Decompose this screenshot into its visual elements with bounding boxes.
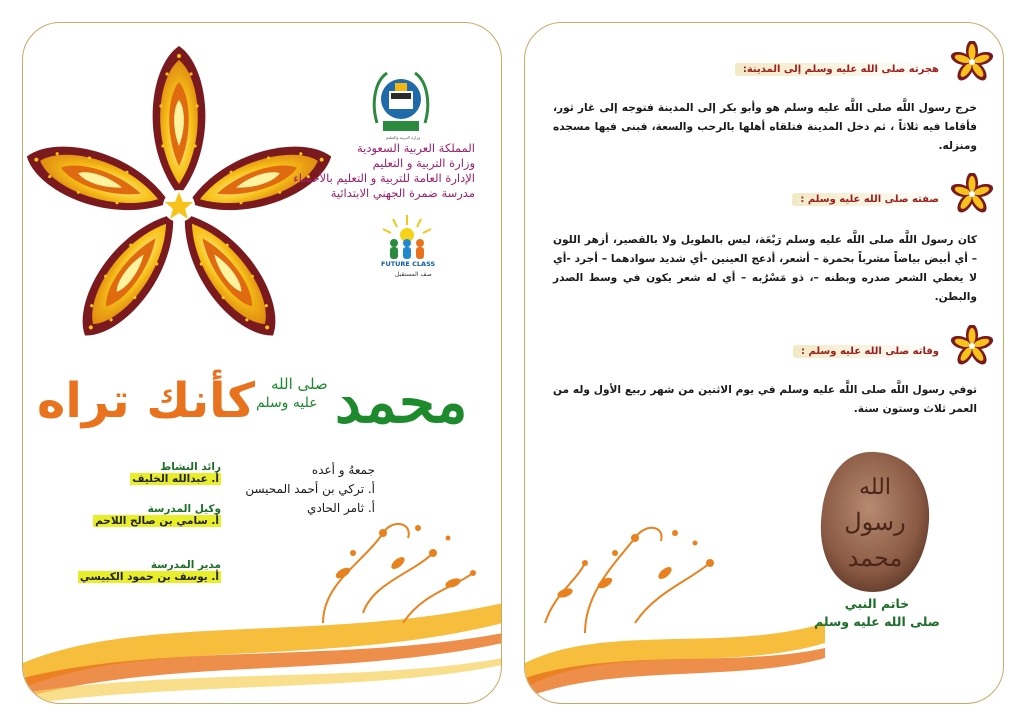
- seal-caption-line1: خاتم النبي: [844, 596, 910, 611]
- country-line: المملكة العربية السعودية: [357, 141, 475, 155]
- content-panel: [524, 22, 1004, 704]
- school-line: مدرسة ضمرة الجهني الابتدائية: [330, 186, 475, 200]
- seal-word-allah: الله: [859, 475, 891, 500]
- staff-name: أ. سامي بن صالح اللاحم: [95, 515, 219, 527]
- ministry-header: [255, 141, 475, 201]
- seal-word-muhammad: محمد: [847, 544, 903, 572]
- title-salla-line1: صلى الله: [271, 375, 328, 393]
- staff-name: أ. يوسف بن حمود الكبيسي: [79, 571, 219, 583]
- ministry-line: وزارة التربية و التعليم: [372, 156, 475, 170]
- section-body-description: كان رسول اللَّه صلى اللَّه عليه وسلم رَبْعَة، ليس بالطويل ولا بالقصير، أزهر اللون – أي أبيض بياضاً مشرباً بحمرة – أشعر، أدعج العينين -أي شديد سوادهما – أجرد -أي لا يغطي الشعر صدره وبطنه –، ذو مَسْرُبه – أي له شعر يكون في وسط الصدر والبطن.: [553, 234, 977, 303]
- title-kaannaka-tarah: كأنك تراه: [37, 373, 256, 429]
- compiler-name-2: أ. ثامر الحادي: [307, 501, 375, 515]
- prophet-seal-icon: [815, 448, 935, 596]
- future-class-arabic: صف المستقبل: [395, 271, 432, 278]
- directorate-line: الإدارة العامة للتربية و التعليم بالأحساء: [293, 171, 475, 185]
- seal-caption-line2: صلى الله عليه وسلم: [814, 614, 940, 629]
- staff-role: وكيل المدرسة: [147, 503, 221, 515]
- section-title-description: صفته صلى الله عليه وسلم :: [792, 193, 947, 206]
- decorative-flower-icon: [22, 41, 341, 381]
- compiled-by-heading: جمعهُ و أعده: [311, 463, 375, 477]
- staff-role: مدير المدرسة: [150, 559, 221, 571]
- section-title-death: وفاته صلى الله عليه وسلم :: [793, 345, 947, 358]
- cover-panel: [22, 22, 502, 704]
- decorative-swirl-icon: [525, 493, 825, 704]
- staff-role: رائد النشاط: [160, 461, 221, 473]
- seal-word-rasul: رسول: [844, 508, 906, 536]
- section-flower-icon: [951, 325, 993, 367]
- future-class-label: FUTURE CLASS: [381, 260, 436, 268]
- section-body-death: توفي رسول اللَّه صلى اللَّه عليه وسلم في يوم الاثنين من شهر ربيع الأول وله من العمر ثلاث وستون سنة.: [553, 384, 977, 415]
- staff-activity-leader: [51, 461, 221, 485]
- section-flower-icon: [951, 41, 993, 83]
- section-body-hijra: خرج رسول اللَّه صلى اللَّه عليه وسلم هو وأبو بكر إلى المدينة فتوجه إلى غار ثور، فأقاما فيه ثلاثاً ، ثم دخل المدينة فتلقاه أهلها بالرحب والسعة، فبنى فيها مسجده ومنزله.: [553, 102, 977, 152]
- seal-caption: [807, 595, 947, 631]
- section-title-hijra: هجرته صلى الله عليه وسلم إلى المدينة:: [735, 63, 947, 76]
- staff-name: أ. عبدالله الخليف: [132, 473, 219, 485]
- ministry-logo-caption: وزارة التربية والتعليم: [385, 135, 421, 140]
- section-flower-icon: [951, 173, 993, 215]
- title-salla-line2: عليه وسلم: [256, 395, 318, 411]
- title-muhammad: محمد: [335, 368, 468, 436]
- compiler-name-1: أ. تركي بن أحمد المحيسن: [245, 482, 375, 496]
- decorative-swirl-icon: [23, 493, 502, 704]
- ministry-logo-icon: [371, 63, 431, 137]
